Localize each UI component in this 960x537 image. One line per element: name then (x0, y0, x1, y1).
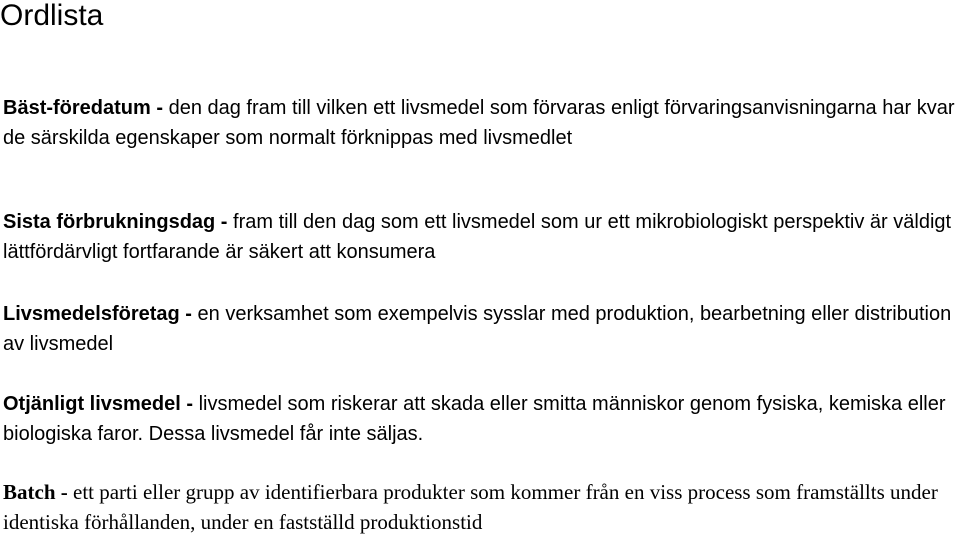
glossary-definition: livsmedel som riskerar att skada eller smitta människor genom fysiska, kemiska eller biologiska faror. Dessa livsmedel får inte säljas. (3, 393, 946, 445)
glossary-definition: fram till den dag som ett livsmedel som ur ett mikrobiologiskt perspektiv är väldigt lättfördärvligt fortfarande är säkert att konsumera (3, 211, 952, 263)
glossary-entry-sista-forbrukningsdag (3, 207, 958, 267)
glossary-entry-livsmedelsforetag (3, 299, 958, 359)
term-separator: - (215, 211, 234, 233)
glossary-term: Batch (3, 480, 56, 504)
glossary-definition: ett parti eller grupp av identifierbara produkter som kommer från en viss process som framställts under identiska förhållanden, under en fastställd produktionstid (3, 480, 938, 534)
term-separator: - (180, 393, 199, 415)
glossary-entry-batch (3, 477, 958, 537)
glossary-entry-otjanligt-livsmedel (3, 389, 958, 449)
term-separator: - (150, 97, 169, 119)
glossary-entry-bast-foredatum (3, 93, 958, 153)
term-separator: - (179, 303, 198, 325)
glossary-term: Otjänligt livsmedel (3, 393, 181, 415)
term-separator: - (55, 480, 73, 504)
glossary-definition: en verksamhet som exempelvis sysslar med produktion, bearbetning eller distribution av livsmedel (3, 303, 952, 355)
glossary-term: Sista förbrukningsdag (3, 211, 216, 233)
glossary-definition: den dag fram till vilken ett livsmedel som förvaras enligt förvaringsanvisningarna har kvar de särskilda egenskaper som normalt förknippas med livsmedlet (3, 97, 955, 149)
page-title: Ordlista (0, 0, 104, 32)
glossary-term: Bäst-föredatum (3, 97, 151, 119)
glossary-term: Livsmedelsföretag (3, 303, 180, 325)
